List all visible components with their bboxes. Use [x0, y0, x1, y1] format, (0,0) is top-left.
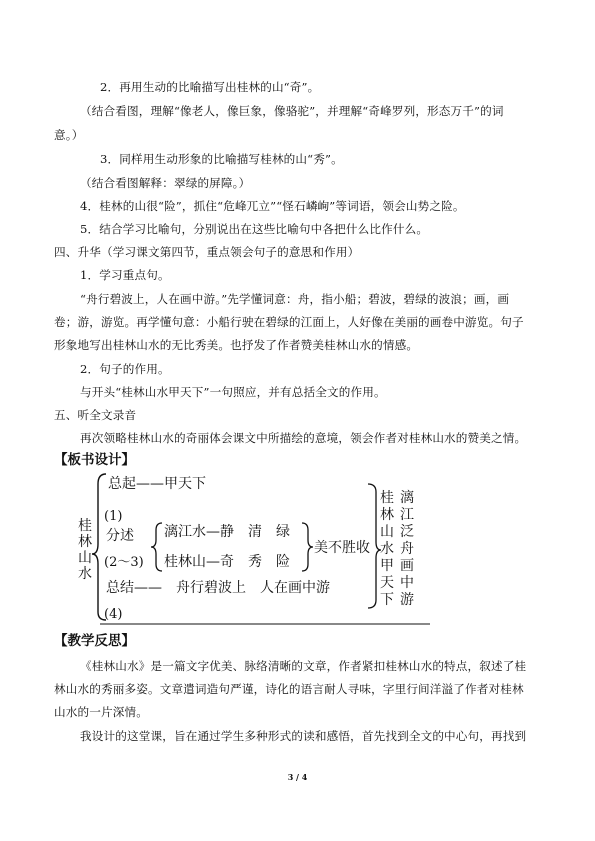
board-center-char: 天: [380, 575, 394, 591]
text-line: 意。）: [54, 128, 84, 142]
board-right-char: 中: [400, 575, 414, 591]
text-line: 五、听全文录音: [54, 408, 137, 422]
blackboard-design-diagram: [70, 468, 490, 626]
board-left-title: [78, 517, 92, 582]
board-zongjie: 总结——: [106, 580, 162, 596]
text-line: 山水的一片深情。: [54, 705, 148, 719]
board-right-char: 漓: [400, 490, 414, 506]
section-heading: 【板书设计】: [54, 452, 135, 468]
text-line: 2．再用生动的比喻描写出桂林的山“奇”。: [100, 80, 320, 94]
board-center-char: 桂: [380, 490, 394, 506]
board-center-column: [380, 489, 394, 608]
board-left-char: 林: [78, 534, 92, 550]
board-center-char: 山: [380, 524, 394, 540]
section-heading: 【教学反思】: [54, 633, 135, 649]
board-right-char: 江: [400, 507, 414, 523]
board-meibushengshou: 美不胜收: [314, 540, 370, 556]
board-left-char: 桂: [78, 518, 92, 534]
board-right-column: [400, 490, 414, 608]
page-number: 3 / 4: [287, 772, 308, 782]
board-center-char: 下: [380, 592, 394, 608]
board-left-char: 山: [78, 550, 92, 566]
board-para-1: (1): [104, 509, 123, 524]
board-para-4: (4): [104, 607, 123, 622]
board-inner-brace: [151, 523, 162, 571]
text-line: 再次领略桂林山水的奇丽体会课文中所描绘的意境，领会作者对桂林山水的赞美之情。: [80, 431, 527, 445]
board-fenshu: 分述: [106, 528, 134, 544]
board-right-char: 画: [400, 558, 414, 574]
text-line: 四、升华（学习课文第四节，重点领会句子的意思和作用）: [54, 245, 360, 259]
text-line: “舟行碧波上，人在画中游。”先学懂词意：舟，指小船；碧波，碧绿的波浪；画，画: [80, 292, 510, 306]
text-line: 2．句子的作用。: [80, 362, 170, 376]
text-line: （结合看图，理解“像老人，像巨象，像骆驼”，并理解“奇峰罗列，形态万千”的词: [80, 104, 504, 118]
text-line: 4．桂林的山很“险”，抓住“危峰兀立”“怪石嶙峋”等词语，领会山势之险。: [80, 199, 465, 213]
board-water-row: 漓江水—静 清 绿: [164, 524, 290, 540]
board-left-char: 水: [78, 566, 92, 582]
board-right-char: 游: [400, 592, 414, 608]
board-right-char: 舟: [400, 541, 414, 557]
text-line: 我设计的这堂课，旨在通过学生多种形式的读和感悟，首先找到全文的中心句，再找到: [80, 729, 527, 743]
text-line: 3．同样用生动形象的比喻描写桂林的山“秀”。: [100, 152, 343, 166]
text-line: 5．结合学习比喻句，分别说出在这些比喻句中各把什么比作什么。: [80, 222, 429, 236]
text-line: 林山水的秀丽多姿。文章遣词造句严谨，诗化的语言耐人寻味，字里行间洋溢了作者对桂林: [54, 682, 524, 696]
text-line: 与开头“桂林山水甲天下”一句照应，并有总括全文的作用。: [80, 385, 386, 399]
board-center-char: 水: [380, 541, 394, 557]
board-zongqi: 总起——甲天下: [108, 476, 206, 492]
text-line: 《桂林山水》是一篇文字优美、脉络清晰的文章，作者紧扣桂林山水的特点，叙述了桂: [80, 659, 527, 673]
board-right-char: 泛: [400, 524, 414, 540]
board-mountain-row: 桂林山—奇 秀 险: [164, 554, 290, 570]
text-line: 形象地写出桂林山水的无比秀美。也抒发了作者赞美桂林山水的情感。: [54, 338, 419, 352]
text-line: 卷；游，游览。再学懂句意：小船行驶在碧绿的江面上，人好像在美丽的画卷中游览。句子: [54, 315, 524, 329]
board-center-char: 林: [380, 507, 394, 523]
board-summary-sentence: 舟行碧波上 人在画中游: [176, 580, 330, 596]
board-main-brace: [92, 474, 106, 620]
board-center-char: 甲: [380, 558, 394, 574]
board-para-2-3: (2～3): [104, 555, 144, 570]
text-line: （结合看图解释：翠绿的屏障。）: [80, 176, 251, 190]
text-line: 1．学习重点句。: [80, 268, 170, 282]
board-closing-brace: [302, 523, 313, 571]
